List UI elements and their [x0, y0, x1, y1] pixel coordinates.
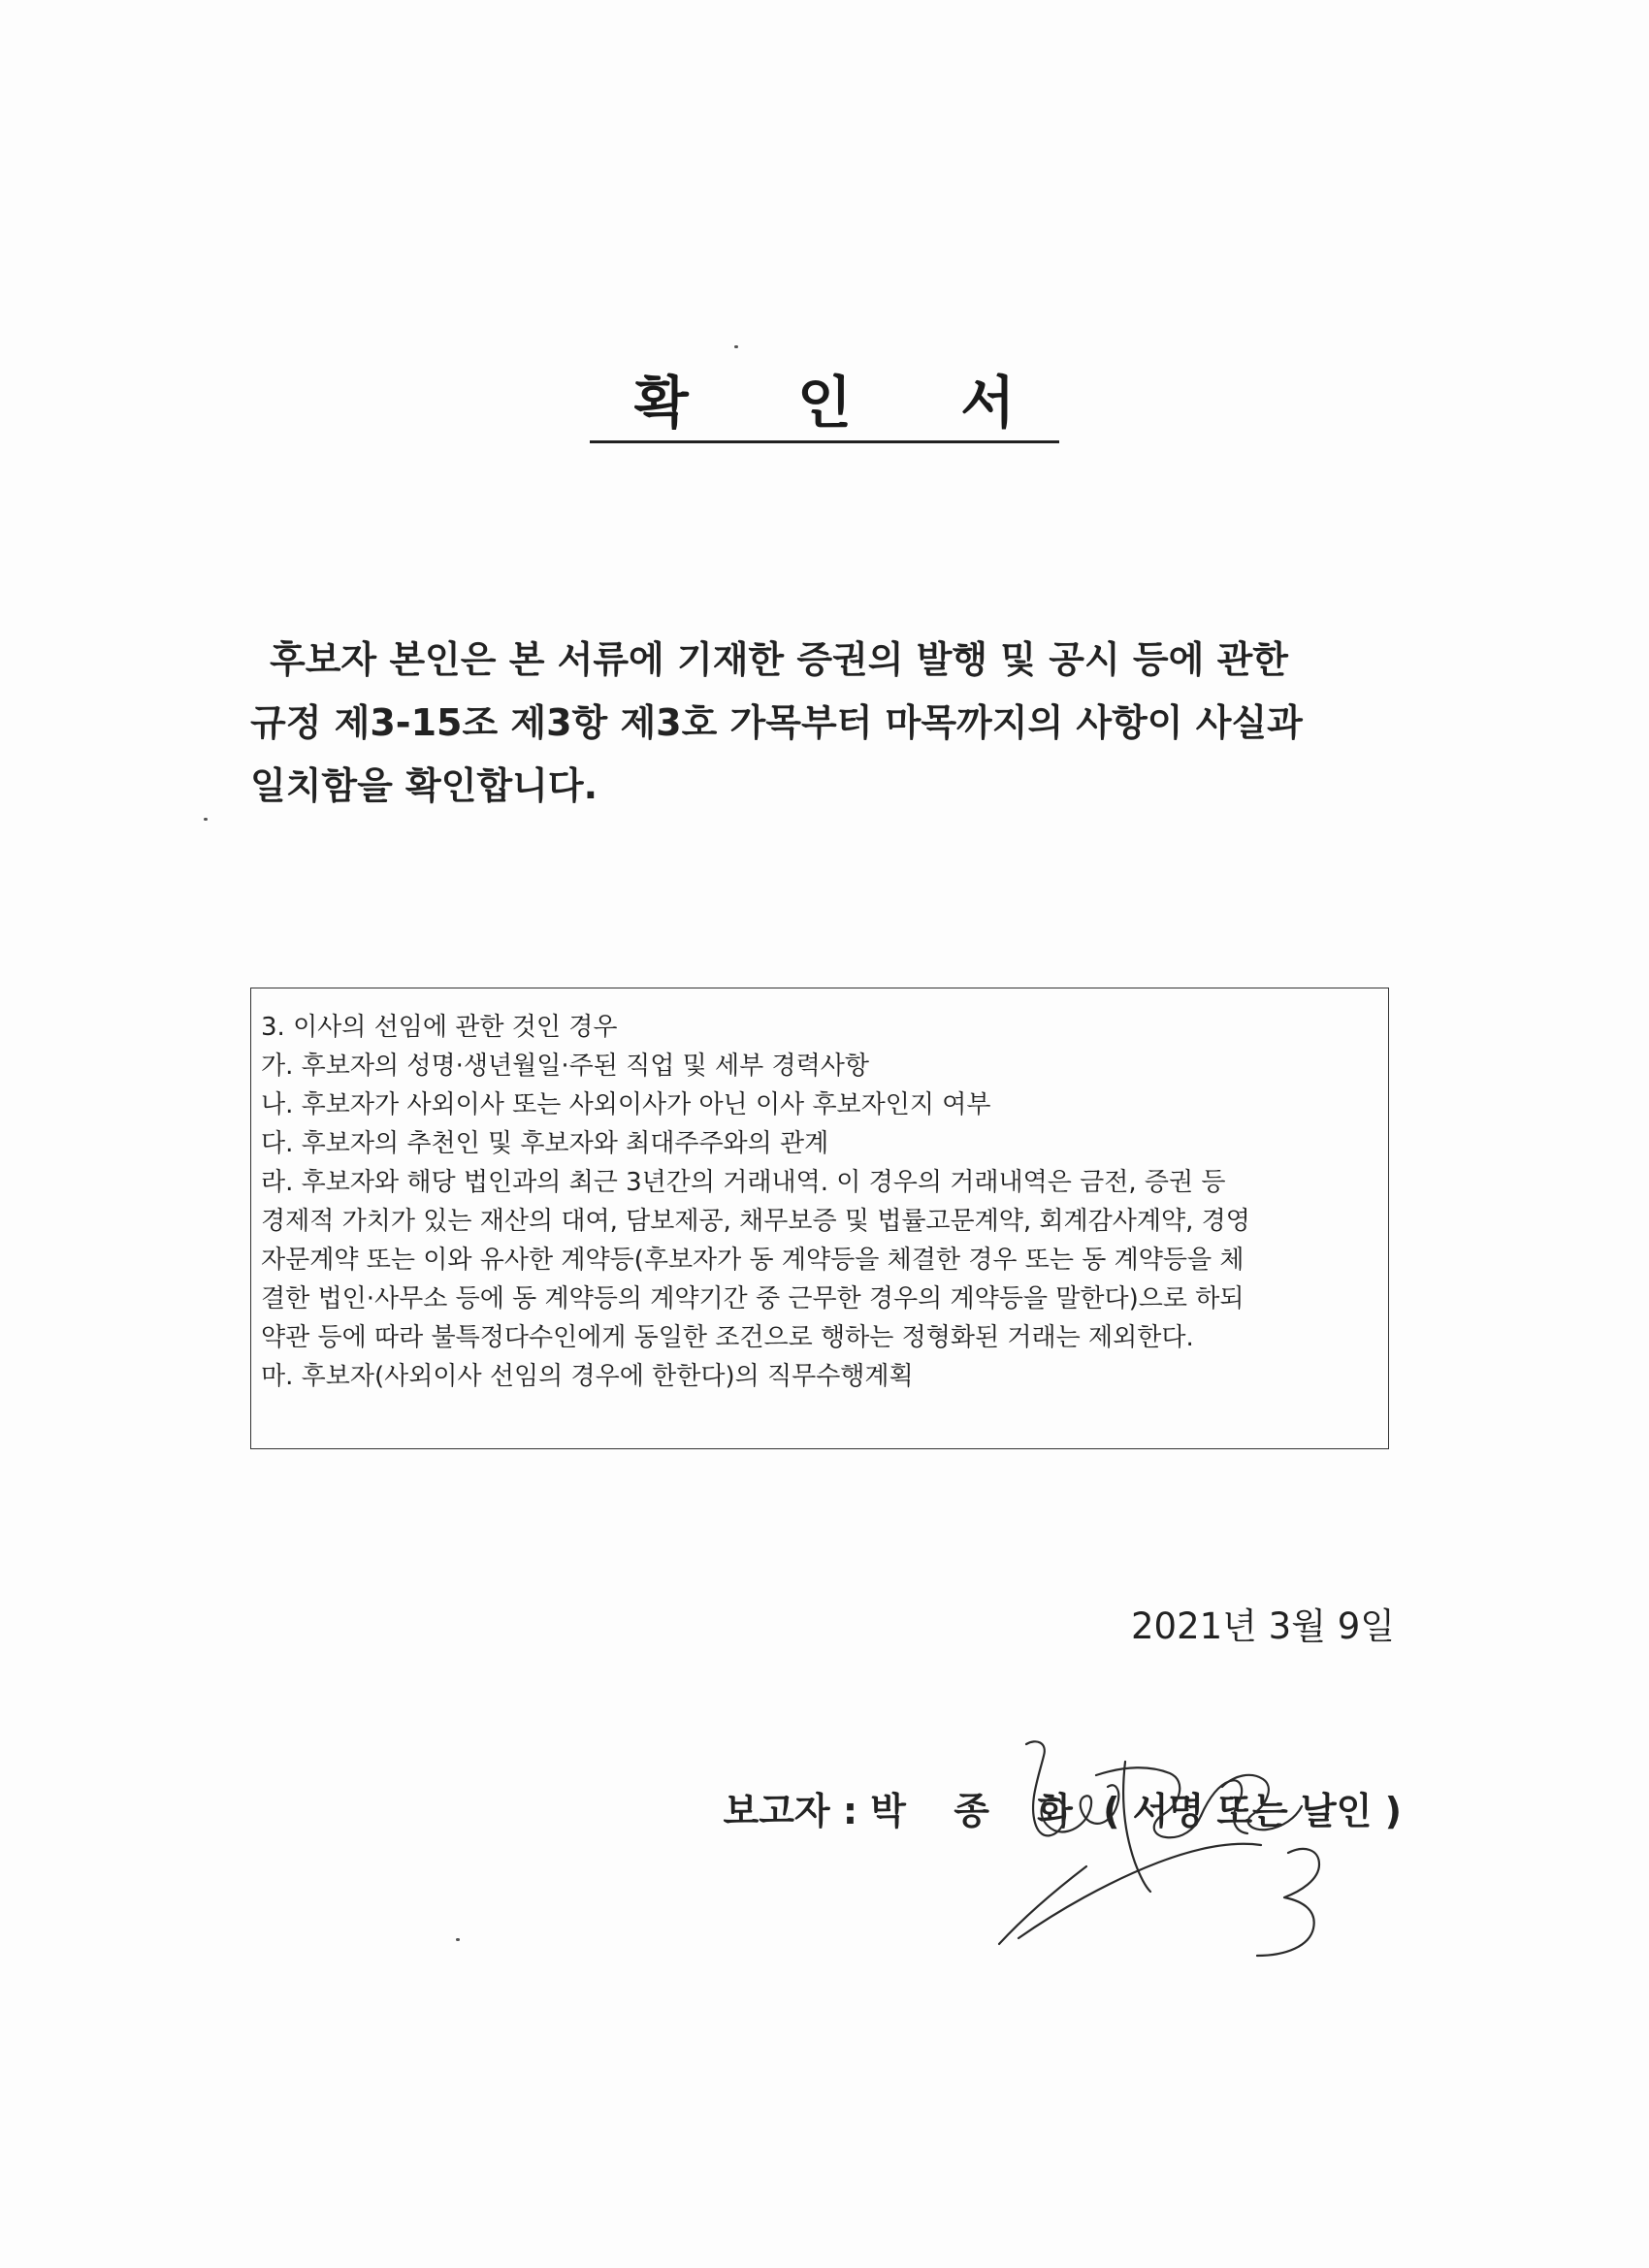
confirmation-statement: [250, 629, 1405, 818]
sign-or-seal-note: ( 서명 또는 날인 ): [1089, 1790, 1402, 1832]
scan-speck: [204, 818, 208, 821]
document-date: 2021년 3월 9일: [1131, 1605, 1395, 1647]
box-line: 나. 후보자가 사외이사 또는 사외이사가 아닌 이사 후보자인지 여부: [261, 1090, 991, 1119]
box-line: 라. 후보자와 해당 법인과의 최근 3년간의 거래내역. 이 경우의 거래내역은 금전, 증권 등: [261, 1168, 1226, 1197]
box-line: 결한 법인·사무소 등에 동 계약등의 계약기간 중 근무한 경우의 계약등을 말한다)으로 하되: [261, 1284, 1245, 1313]
scan-speck: [456, 1938, 460, 1941]
statement-line: 규정 제3-15조 제3항 제3호 가목부터 마목까지의 사항이 사실과: [250, 701, 1303, 744]
title-text: 확 인 서: [590, 369, 1059, 443]
box-line: 경제적 가치가 있는 재산의 대여, 담보제공, 채무보증 및 법률고문계약, 회계감사계약, 경영: [261, 1207, 1250, 1236]
statement-line: 후보자 본인은 본 서류에 기재한 증권의 발행 및 공시 등에 관한: [270, 638, 1288, 681]
reporter-label: 보고자 :: [723, 1790, 871, 1832]
document-title: [0, 369, 1649, 443]
box-line: 가. 후보자의 성명·생년월일·주된 직업 및 세부 경력사항: [261, 1052, 869, 1081]
box-line: 자문계약 또는 이와 유사한 계약등(후보자가 동 계약등을 체결한 경우 또는 동 계약등을 체: [261, 1246, 1245, 1275]
regulation-box: [250, 988, 1389, 1449]
box-line: 3. 이사의 선임에 관한 것인 경우: [261, 1013, 618, 1042]
scan-speck: [734, 345, 738, 348]
handwritten-signature: [980, 1736, 1387, 1960]
box-line: 마. 후보자(사외이사 선임의 경우에 한한다)의 직무수행계획: [261, 1362, 914, 1391]
box-line: 다. 후보자의 추천인 및 후보자와 최대주주와의 관계: [261, 1129, 829, 1158]
statement-line: 일치함을 확인합니다.: [250, 764, 598, 807]
reporter-name: 박 종 화: [870, 1790, 1090, 1832]
box-line: 약관 등에 따라 불특정다수인에게 동일한 조건으로 행하는 정형화된 거래는 제외한다.: [261, 1323, 1194, 1352]
